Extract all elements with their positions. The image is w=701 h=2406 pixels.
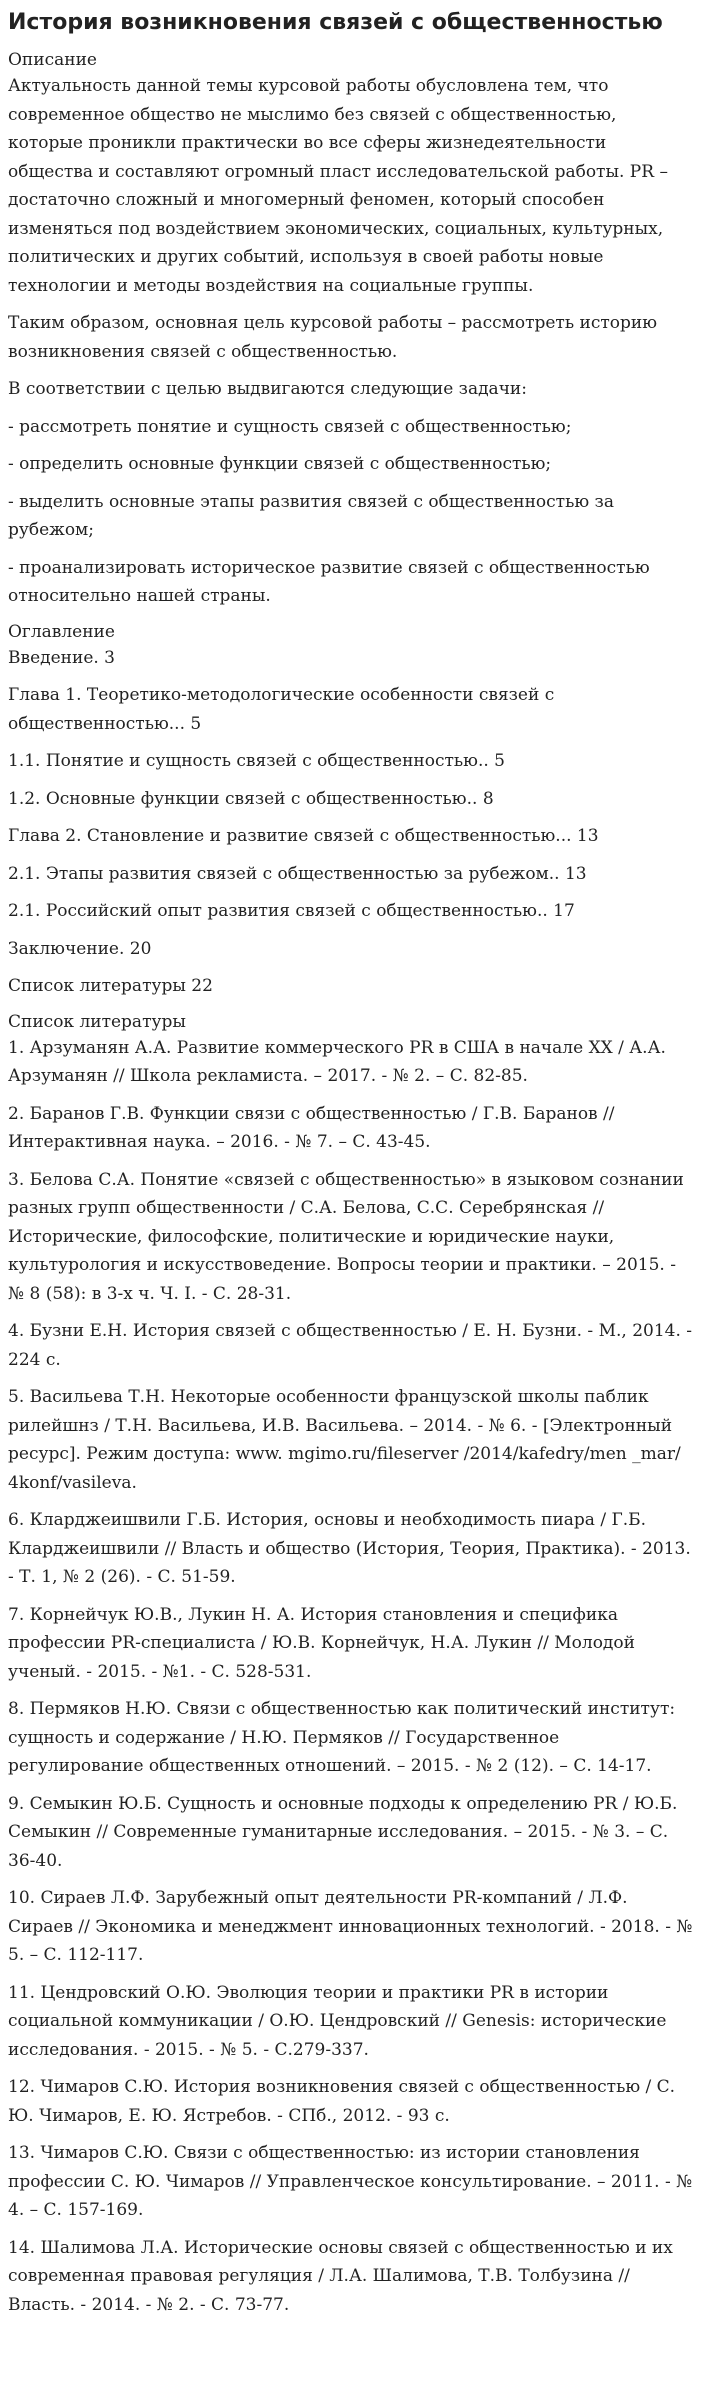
toc-section	[8, 620, 693, 1001]
reference-item: 6. Кларджеишвили Г.Б. История, основы и необходимость пиара / Г.Б. Кларджеишвили // Власть и общество (История, Теория, Практика). - 2013. - Т. 1, № 2 (26). - С. 51-59.	[8, 1510, 691, 1587]
description-paragraph: Актуальность данной темы курсовой работы обусловлена тем, что современное общество не мыслимо без связей с общественностью, которые проникли практически во все сферы жизнедеятельности общества и составляют огромный пласт исследовательской работы. PR – достаточно сложный и многомерный феномен, который способен изменяться под воздействием экономических, социальных, культурных, политических и других событий, используя в своей работы новые технологии и методы воздействия на социальные группы.	[8, 76, 668, 296]
toc-item: 2.1. Российский опыт развития связей с общественностью.. 17	[8, 901, 575, 921]
toc-item: 1.1. Понятие и сущность связей с общественностью.. 5	[8, 751, 505, 771]
reference-item: 2. Баранов Г.В. Функции связи с общественностью / Г.В. Баранов // Интерактивная наука. – 2016. - № 7. – С. 43-45.	[8, 1103, 615, 1152]
description-label: Описание	[8, 50, 97, 70]
reference-item: 3. Белова С.А. Понятие «связей с общественностью» в языковом сознании разных групп общественности / С.А. Белова, С.С. Серебрянская // Исторические, философские, политические и юридические науки, культурология и искусствоведение. Вопросы теории и практики. – 2015. - № 8 (58): в 3-х ч. Ч. I. - С. 28-31.	[8, 1169, 684, 1304]
reference-item: 4. Бузни Е.Н. История связей с общественностью / Е. Н. Бузни. - М., 2014. - 224 с.	[8, 1321, 693, 1370]
reference-item: 9. Семыкин Ю.Б. Сущность и основные подходы к определению PR / Ю.Б. Семыкин // Современные гуманитарные исследования. – 2015. - № 3. – С. 36-40.	[8, 1793, 678, 1871]
description-section	[8, 48, 693, 611]
toc-item: 2.1. Этапы развития связей с общественностью за рубежом.. 13	[8, 863, 587, 884]
task-item: - определить основные функции связей с общественностью;	[8, 454, 552, 474]
reference-item: 14. Шалимова Л.А. Исторические основы связей с общественностью и их современная правовая регуляция / Л.А. Шалимова, Т.В. Толбузина // Власть. - 2014. - № 2. - С. 73-77.	[8, 2237, 673, 2315]
references-section	[8, 1010, 693, 2320]
reference-item: 13. Чимаров С.Ю. Связи с общественностью: из истории становления профессии С. Ю. Чимаров // Управленческое консультирование. – 2011. - № 4. – С. 157-169.	[8, 2143, 693, 2220]
task-item: - проанализировать историческое развитие связей с общественностью относительно нашей страны.	[8, 557, 650, 606]
reference-item: 1. Арзуманян А.А. Развитие коммерческого PR в США в начале XX / А.А. Арзуманян // Школа рекламиста. – 2017. - № 2. – С. 82-85.	[8, 1037, 666, 1086]
references-label: Список литературы	[8, 1011, 186, 1032]
reference-item: 8. Пермяков Н.Ю. Связи с общественностью как политический институт: сущность и содержание / Н.Ю. Пермяков // Государственное регулирование общественных отношений. – 2015. - № 2 (12). – С. 14-17.	[8, 1699, 676, 1776]
toc-item: Глава 2. Становление и развитие связей с общественностью... 13	[8, 826, 599, 846]
toc-label: Оглавление	[8, 621, 115, 642]
reference-item: 5. Васильева Т.Н. Некоторые особенности французской школы паблик рилейшнз / Т.Н. Васильева, И.В. Васильева. – 2014. - № 6. - [Электронный ресурс]. Режим доступа: www. mgimo.ru/fileserver /2014/kafedry/men _mar/ 4konf/vasileva.	[8, 1387, 681, 1493]
toc-item: Заключение. 20	[8, 938, 152, 959]
toc-item: Список литературы 22	[8, 976, 213, 996]
toc-item: Глава 1. Теоретико-методологические особенности связей с общественностью... 5	[8, 685, 555, 734]
page-title: История возникновения связей с общественностью	[8, 10, 663, 35]
reference-item: 11. Цендровский О.Ю. Эволюция теории и практики PR в истории социальной коммуникации / О.Ю. Цендровский // Genesis: исторические исследования. - 2015. - № 5. - С.279-337.	[8, 1982, 667, 2060]
toc-item: Введение. 3	[8, 647, 115, 668]
task-item: - рассмотреть понятие и сущность связей с общественностью;	[8, 416, 572, 437]
toc-item: 1.2. Основные функции связей с общественностью.. 8	[8, 788, 494, 809]
reference-item: 10. Сираев Л.Ф. Зарубежный опыт деятельности PR-компаний / Л.Ф. Сираев // Экономика и менеджмент инновационных технологий. - 2018. - № 5. – С. 112-117.	[8, 1888, 693, 1965]
reference-item: 12. Чимаров С.Ю. История возникновения связей с общественностью / С. Ю. Чимаров, Е. Ю. Ястребов. - СПб., 2012. - 93 с.	[8, 2077, 676, 2126]
description-paragraph: В соответствии с целью выдвигаются следующие задачи:	[8, 379, 527, 399]
description-paragraph: Таким образом, основная цель курсовой работы – рассмотреть историю возникновения связей с общественностью.	[8, 313, 657, 362]
task-item: - выделить основные этапы развития связей с общественностью за рубежом;	[8, 491, 614, 540]
reference-item: 7. Корнейчук Ю.В., Лукин Н. А. История становления и специфика профессии PR-специалиста / Ю.В. Корнейчук, Н.А. Лукин // Молодой ученый. - 2015. - №1. - С. 528-531.	[8, 1604, 635, 1682]
